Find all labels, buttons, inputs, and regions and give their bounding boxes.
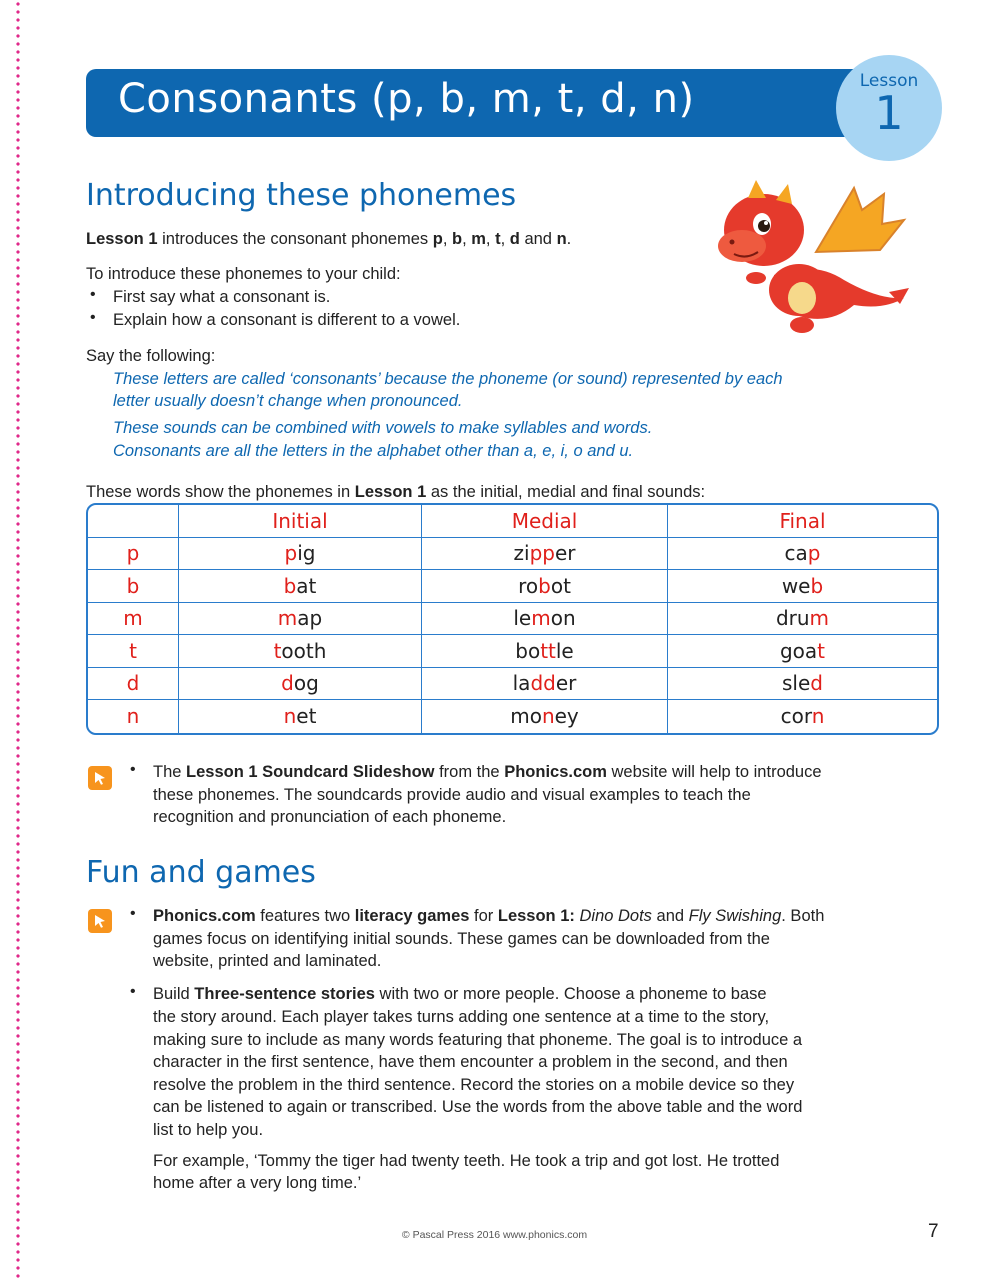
word-cell: goat	[668, 635, 937, 668]
bullet-dot: •	[130, 761, 136, 778]
intro-text-run: Lesson 1	[86, 230, 158, 248]
stories-line: can be listened to again or transcribed. Use the words from the above table and the word	[153, 1098, 803, 1117]
table-header: Final	[668, 505, 937, 538]
phoneme-cell: b	[88, 570, 179, 603]
intro-text-run: ,	[442, 230, 452, 248]
word-cell: money	[422, 700, 668, 733]
intro-text-run: n	[556, 230, 567, 248]
intro-text-run: d	[509, 230, 520, 248]
intro-text-run: p	[432, 230, 443, 248]
bullet-item: Explain how a consonant is different to a vowel.	[113, 311, 461, 329]
word-cell: tooth	[179, 635, 422, 668]
example-line: For example, ‘Tommy the tiger had twenty teeth. He took a trip and got lost. He trotted	[153, 1152, 780, 1170]
intro-text-run: ,	[485, 230, 496, 248]
page-title: Consonants (p, b, m, t, d, n)	[118, 76, 695, 122]
phoneme-cell: m	[88, 603, 179, 636]
word-cell: map	[179, 603, 422, 636]
table-row	[88, 538, 937, 571]
table-intro-run: as the initial, medial and final sounds:	[426, 483, 706, 501]
word-cell: bat	[179, 570, 422, 603]
intro-text-run: t	[495, 230, 501, 248]
table-row	[88, 603, 937, 636]
games-text-run: for	[469, 907, 498, 925]
word-cell: lemon	[422, 603, 668, 636]
table-header: Initial	[179, 505, 422, 538]
intro-text-run: m	[471, 230, 486, 248]
intro-text-run: introduces the consonant phonemes	[157, 230, 433, 248]
table-row	[88, 570, 937, 603]
slideshow-text-run: from the	[434, 763, 505, 781]
table-header-row	[88, 505, 937, 538]
stories-line: list to help you.	[153, 1121, 264, 1139]
say-label: Say the following:	[86, 347, 216, 365]
dragon-illustration	[704, 180, 914, 340]
table-row	[88, 668, 937, 701]
table-intro-run: Lesson 1	[354, 483, 427, 501]
word-cell: corn	[780, 704, 825, 729]
stories-line: resolve the problem in the third sentence. Record the stories on a mobile device so they	[153, 1075, 795, 1094]
stories-line	[153, 983, 767, 1006]
bullet-item: First say what a consonant is.	[113, 288, 331, 306]
table-intro	[86, 481, 705, 504]
games-line	[153, 905, 824, 928]
intro-text-run: and	[519, 230, 557, 248]
example-line: home after a very long time.’	[153, 1174, 362, 1192]
stories-line: character in the first sentence, have them encounter a problem in the second, and then	[153, 1053, 788, 1072]
word-cell: drum	[668, 603, 937, 636]
intro-line	[86, 228, 571, 251]
games-text-run: Phonics.com	[153, 907, 256, 925]
stories-line: making sure to include as many words featuring that phoneme. The goal is to introduce a	[153, 1030, 803, 1049]
phoneme-cell: p	[88, 538, 179, 571]
word-cell: bottle	[422, 635, 668, 668]
dotted-margin-line	[16, 0, 20, 1280]
word-cell: robot	[422, 570, 668, 603]
slideshow-line	[153, 761, 822, 784]
section-heading-fun: Fun and games	[86, 855, 316, 890]
stories-line: the story around. Each player takes turns adding one sentence at a time to the story,	[153, 1008, 770, 1026]
table-header: Medial	[422, 505, 668, 538]
stories-text-run: Three-sentence stories	[194, 985, 375, 1003]
phoneme-cell: t	[88, 635, 179, 668]
stories-text-run: with two or more people. Choose a phoneme to base	[374, 985, 767, 1003]
bullet-dot: •	[130, 983, 136, 1000]
slideshow-text-run: Lesson 1 Soundcard Slideshow	[186, 763, 435, 781]
slideshow-text-run: website will help to introduce	[606, 763, 822, 781]
word-cell: ladder	[422, 668, 668, 701]
games-text-run: Fly Swishing	[688, 907, 782, 925]
section-heading-intro: Introducing these phonemes	[86, 178, 517, 213]
slideshow-line: recognition and pronunciation of each phoneme.	[153, 808, 507, 826]
slideshow-text-run: Phonics.com	[504, 763, 607, 781]
games-text-run: . Both	[781, 907, 825, 925]
cursor-icon	[88, 766, 112, 790]
table-intro-run: These words show the phonemes in	[86, 483, 355, 501]
word-cell: pig	[179, 538, 422, 571]
quote-line: Consonants are all the letters in the alphabet other than a, e, i, o and u.	[113, 442, 634, 460]
page-number: 7	[928, 1221, 939, 1242]
intro-text-run: ,	[500, 230, 510, 248]
bullet-dot: •	[90, 309, 96, 326]
games-text-run: Lesson 1:	[497, 907, 575, 925]
word-cell: dog	[179, 668, 422, 701]
games-text-run: literacy games	[354, 907, 470, 925]
bullet-dot: •	[90, 286, 96, 303]
lesson-label: Lesson	[859, 71, 919, 91]
cursor-icon	[88, 909, 112, 933]
slideshow-line: these phonemes. The soundcards provide audio and visual examples to teach the	[153, 786, 751, 804]
word-cell: net	[179, 700, 422, 733]
quote-line: These letters are called ‘consonants’ because the phoneme (or sound) represented by each	[113, 370, 783, 388]
slideshow-text-run: The	[153, 763, 187, 781]
table-header-empty	[88, 505, 179, 538]
word-cell: zipper	[422, 538, 668, 571]
table-row	[88, 700, 937, 733]
games-line: games focus on identifying initial sounds. These games can be downloaded from the	[153, 930, 770, 948]
games-text-run: and	[651, 907, 689, 925]
table-row	[88, 635, 937, 668]
quote-line: These sounds can be combined with vowels to make syllables and words.	[113, 419, 653, 437]
lesson-number: 1	[874, 86, 904, 140]
phoneme-cell: d	[88, 668, 179, 701]
word-cell: cap	[668, 538, 937, 571]
intro-text-run: ,	[462, 230, 472, 248]
word-cell: sled	[668, 668, 937, 701]
games-text-run: Dino Dots	[579, 907, 652, 925]
phoneme-cell: n	[88, 700, 179, 733]
games-text-run: features two	[255, 907, 355, 925]
stories-text-run: Build	[153, 985, 195, 1003]
games-line: website, printed and laminated.	[153, 952, 382, 970]
word-cell: web	[668, 570, 937, 603]
quote-line: letter usually doesn’t change when pronounced.	[113, 392, 463, 410]
intro-text-run: .	[566, 230, 572, 248]
intro-text-run: b	[451, 230, 463, 248]
intro-instruction: To introduce these phonemes to your child:	[86, 265, 401, 283]
phoneme-table	[86, 503, 939, 735]
footer-copyright: © Pascal Press 2016 www.phonics.com	[401, 1229, 588, 1241]
lesson-badge	[836, 55, 942, 161]
bullet-dot: •	[130, 905, 136, 922]
